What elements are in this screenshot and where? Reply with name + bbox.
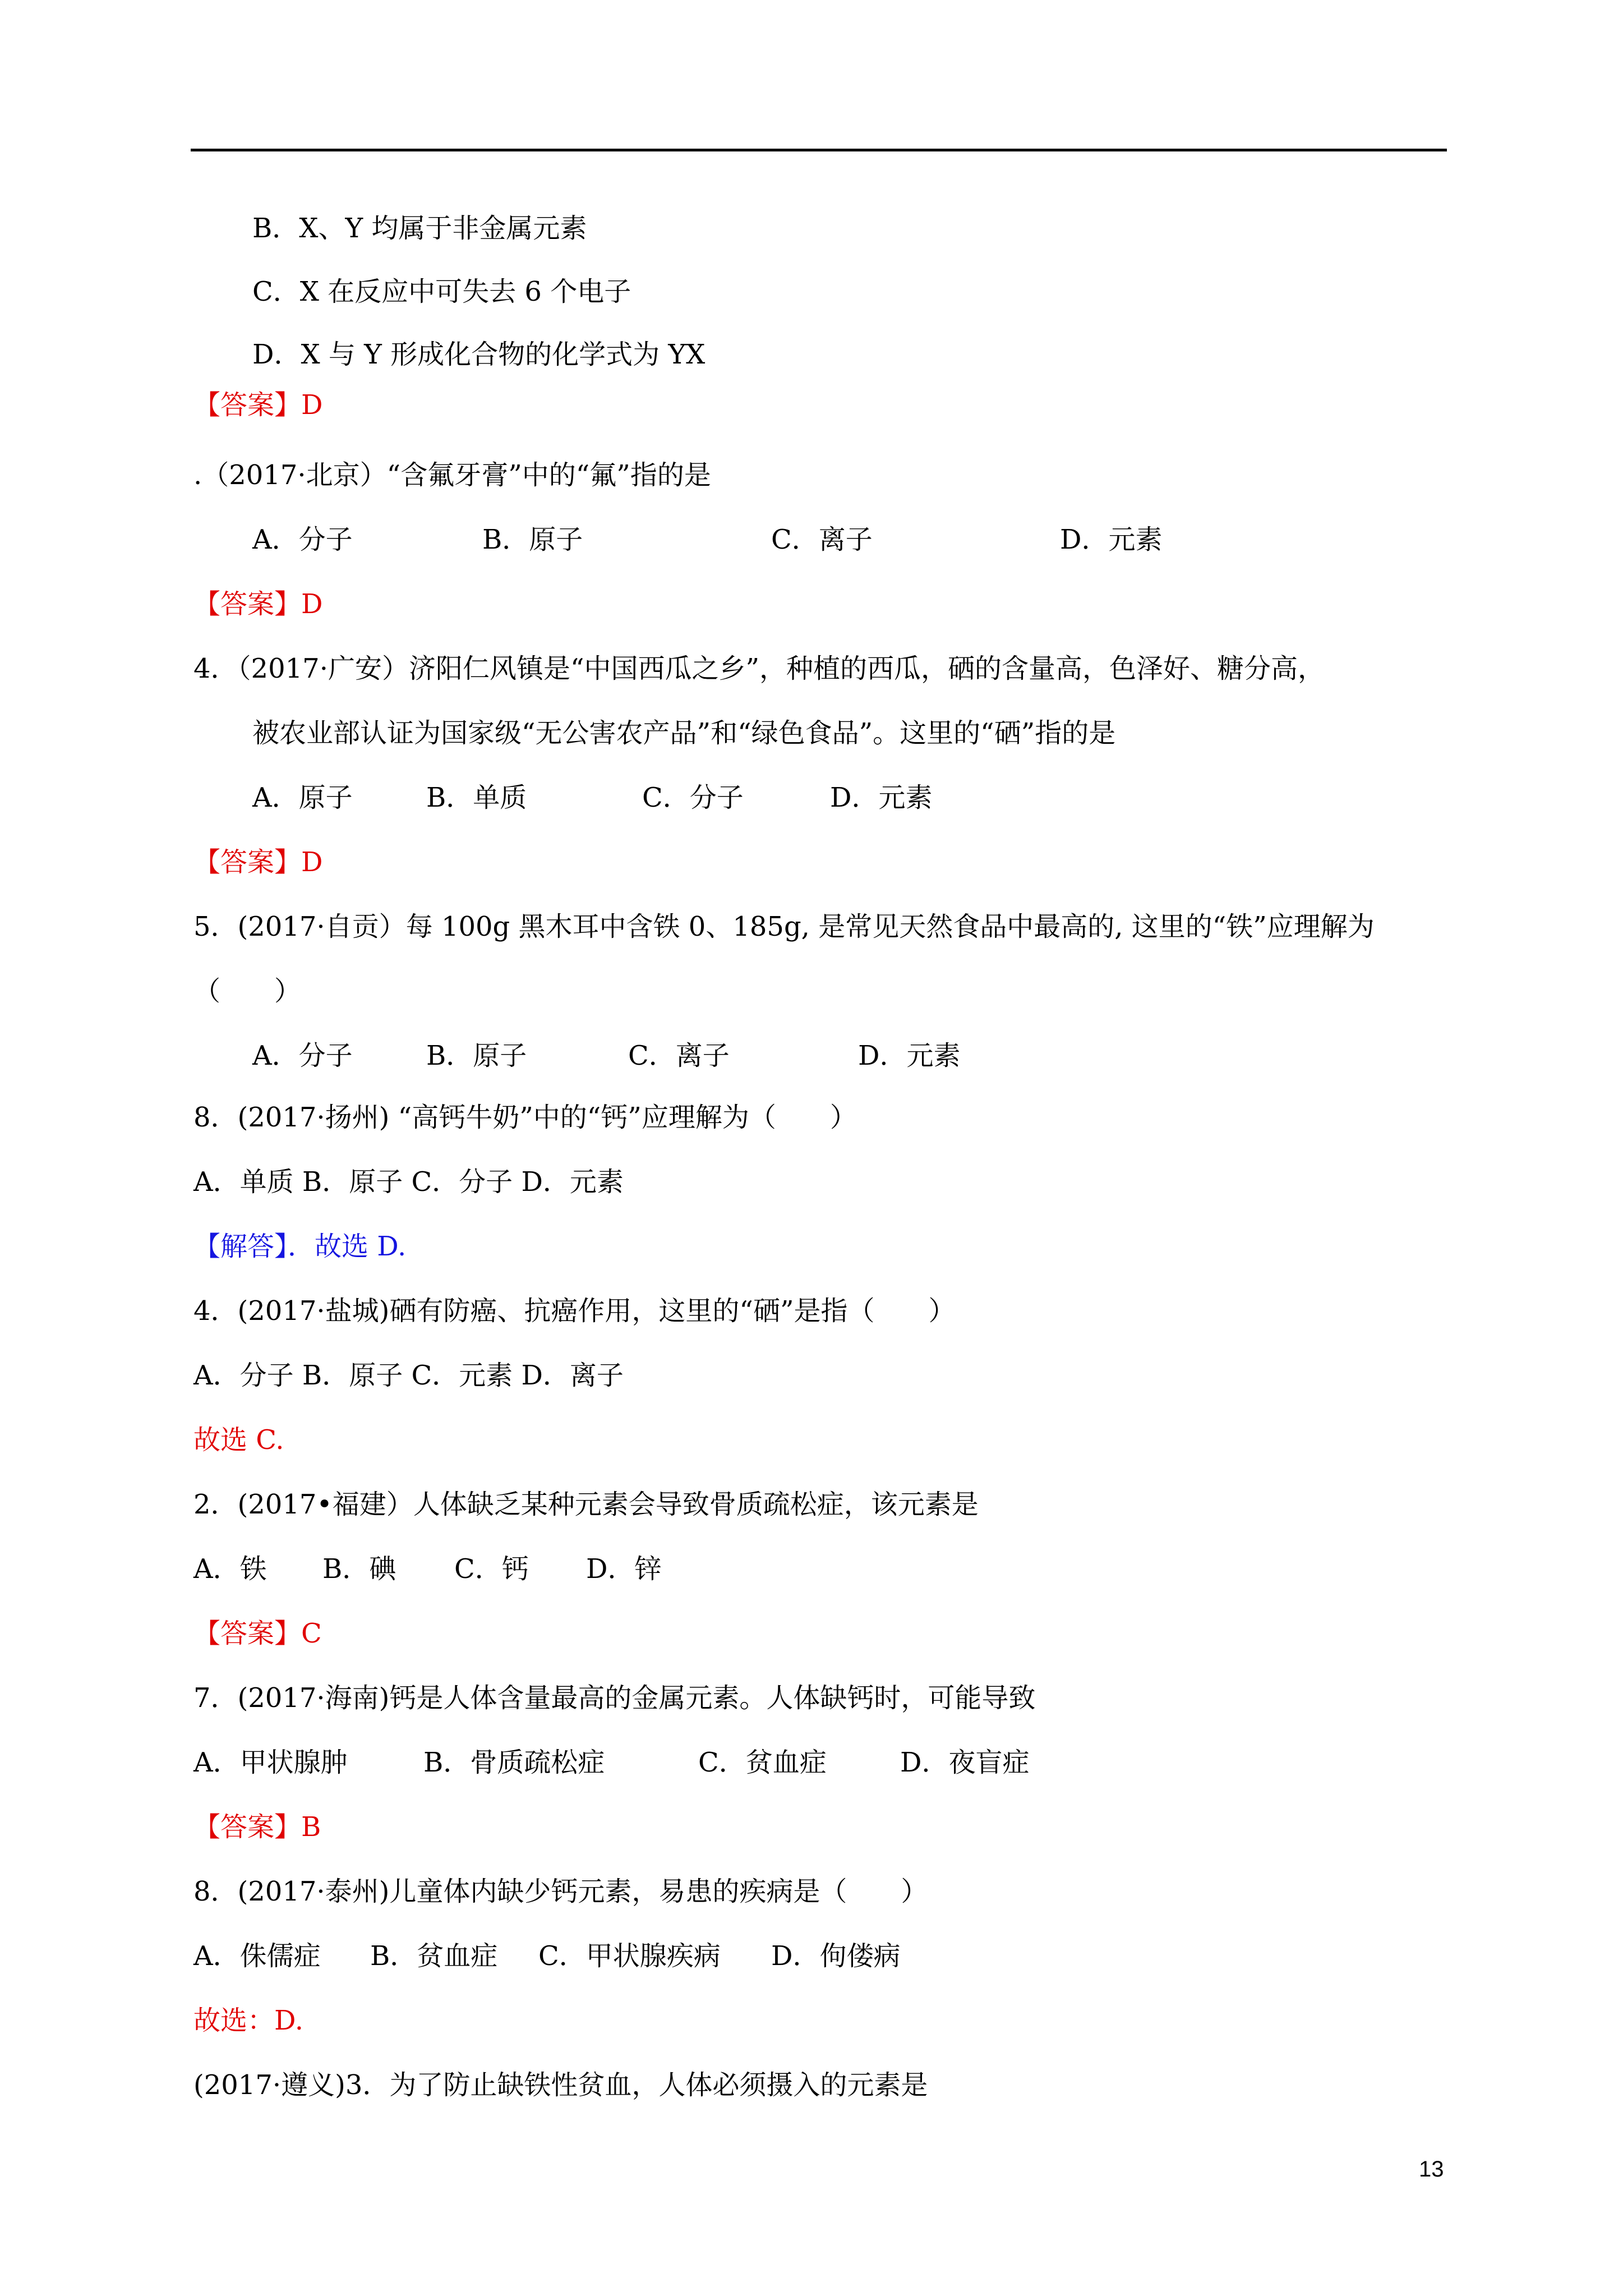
- options-row-guangan: [252, 780, 1430, 816]
- options-row-fujian: [193, 1551, 1371, 1587]
- options-row-taizhou: [193, 1938, 1371, 1974]
- option-a: A．铁: [193, 1553, 267, 1585]
- answer-heading: 【解答】．故选 D.: [193, 1231, 407, 1262]
- option-d-text: D．X 与 Y 形成化合物的化学式为 YX: [252, 339, 706, 370]
- option-c: C．分子: [642, 782, 744, 813]
- options-row-yancheng: A．分子 B．原子 C．元素 D．离子: [193, 1360, 624, 1391]
- answer-label: 故选 C.: [193, 1424, 284, 1456]
- option-c: C．贫血症: [698, 1747, 827, 1778]
- options-row-yangzhou: A．单质 B．原子 C．分子 D．元素: [193, 1166, 624, 1198]
- option-b: B．贫血症: [370, 1940, 498, 1972]
- option-c: C．甲状腺疾病: [538, 1940, 721, 1972]
- option-b: B．单质: [426, 782, 527, 813]
- options-row-beijing: [252, 522, 1430, 558]
- question-guangan: 4．（2017·广安）济阳仁风镇是“中国西瓜之乡”，种植的西瓜，硒的含量高，色泽好、糖分高，: [193, 653, 1325, 684]
- answer-label: 【答案】D: [193, 389, 323, 421]
- option-d: D．锌: [586, 1553, 662, 1585]
- question-hainan: 7．(2017·海南)钙是人体含量最高的金属元素。人体缺钙时，可能导致: [193, 1682, 1036, 1714]
- answer-label: 【答案】C: [193, 1618, 322, 1649]
- option-b: B．碘: [322, 1553, 396, 1585]
- option-d: D．佝偻病: [771, 1940, 901, 1972]
- option-d: D．元素: [858, 1040, 961, 1071]
- header-rule: [191, 149, 1447, 151]
- option-c: C．离子: [771, 524, 873, 555]
- question-yangzhou: 8．(2017·扬州) “高钙牛奶”中的“钙”应理解为（ ）: [193, 1102, 857, 1133]
- option-d: D．元素: [830, 782, 933, 813]
- question-guangan-cont: 被农业部认证为国家级“无公害农产品”和“绿色食品”。这里的“硒”指的是: [252, 717, 1116, 749]
- option-b: B．骨质疏松症: [423, 1747, 605, 1778]
- question-zunyi: (2017·遵义)3．为了防止缺铁性贫血，人体必须摄入的元素是: [193, 2069, 928, 2101]
- options-row-zigong: [252, 1038, 1430, 1074]
- answer-label: 【答案】D: [193, 588, 323, 620]
- option-c: C．钙: [454, 1553, 529, 1585]
- option-b-text: B．X、Y 均属于非金属元素: [252, 213, 587, 244]
- option-b: B．原子: [482, 524, 583, 555]
- question-beijing: .（2017·北京）“含氟牙膏”中的“氟”指的是: [193, 459, 711, 491]
- answer-label: 【答案】D: [193, 846, 323, 878]
- option-b: B．原子: [426, 1040, 527, 1071]
- option-c: C．离子: [628, 1040, 730, 1071]
- option-a: A．侏儒症: [193, 1940, 321, 1972]
- option-a: A．分子: [252, 1040, 353, 1071]
- answer-label: 故选：D.: [193, 2005, 304, 2036]
- question-taizhou: 8．(2017·泰州)儿童体内缺少钙元素，易患的疾病是（ ）: [193, 1876, 928, 1907]
- answer-label: 【答案】B: [193, 1811, 321, 1843]
- question-zigong: 5．(2017·自贡）每 100g 黑木耳中含铁 0、185g, 是常见天然食品中最高的, 这里的“铁”应理解为: [193, 911, 1375, 942]
- question-zigong-bracket: （ ）: [193, 976, 302, 1007]
- option-a: A．原子: [252, 782, 353, 813]
- question-yancheng: 4．(2017·盐城)硒有防癌、抗癌作用，这里的“硒”是指（ ）: [193, 1295, 956, 1327]
- option-d: D．夜盲症: [900, 1747, 1030, 1778]
- option-c-text: C．X 在反应中可失去 6 个电子: [252, 276, 631, 307]
- options-row-hainan: [193, 1745, 1371, 1780]
- option-a: A．甲状腺肿: [193, 1747, 348, 1778]
- option-a: A．分子: [252, 524, 353, 555]
- option-d: D．元素: [1060, 524, 1163, 555]
- question-fujian: 2．(2017•福建）人体缺乏某种元素会导致骨质疏松症，该元素是: [193, 1489, 979, 1520]
- answer-explanation: [193, 1228, 406, 1264]
- page-number: 13: [1419, 2157, 1444, 2182]
